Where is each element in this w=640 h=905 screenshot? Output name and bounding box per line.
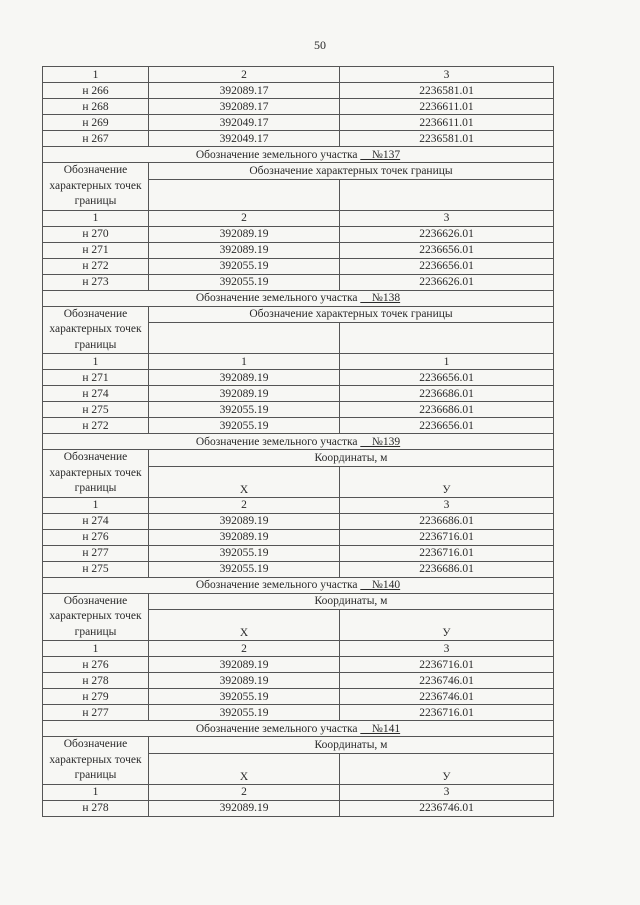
coordinates-header: Обозначение характерных точек границы — [149, 163, 554, 180]
x-coordinate-cell: 392055.19 — [149, 545, 340, 561]
y-coordinate-cell: 2236656.01 — [340, 258, 554, 274]
column-index-cell: 3 — [340, 210, 554, 226]
plot-title-row — [43, 721, 554, 737]
table-row — [43, 657, 554, 673]
table-row — [43, 242, 554, 258]
x-column-header: X — [149, 610, 340, 641]
plot-title — [43, 721, 554, 737]
point-name-cell: н 272 — [43, 258, 149, 274]
x-coordinate-cell: 392055.19 — [149, 561, 340, 577]
column-index-cell: 3 — [340, 641, 554, 657]
point-name-cell: н 276 — [43, 657, 149, 673]
y-coordinate-cell: 2236626.01 — [340, 226, 554, 242]
y-column-header: У — [340, 753, 554, 784]
y-column-header — [340, 179, 554, 210]
y-coordinate-cell: 2236686.01 — [340, 513, 554, 529]
y-coordinate-cell: 2236716.01 — [340, 545, 554, 561]
y-coordinate-cell: 2236626.01 — [340, 274, 554, 290]
point-name-cell: н 273 — [43, 274, 149, 290]
point-name-cell: н 271 — [43, 370, 149, 386]
column-index-cell: 2 — [149, 210, 340, 226]
header-row — [43, 163, 554, 180]
column-index-cell: 3 — [340, 67, 554, 83]
column-index-cell: 1 — [43, 67, 149, 83]
plot-title — [43, 147, 554, 163]
x-coordinate-cell: 392089.17 — [149, 83, 340, 99]
plot-title-text: Обозначение земельного участка — [195, 148, 358, 161]
table-row — [43, 689, 554, 705]
x-coordinate-cell: 392089.19 — [149, 657, 340, 673]
plot-title-text: Обозначение земельного участка — [195, 722, 358, 735]
point-name-cell: н 277 — [43, 705, 149, 721]
column-index-row — [43, 354, 554, 370]
point-name-cell: н 266 — [43, 83, 149, 99]
table-row — [43, 705, 554, 721]
y-coordinate-cell: 2236656.01 — [340, 370, 554, 386]
point-name-cell: н 275 — [43, 561, 149, 577]
x-coordinate-cell: 392089.19 — [149, 370, 340, 386]
point-label-header: Обозначение характерных точек границы — [43, 306, 149, 354]
y-coordinate-cell: 2236686.01 — [340, 386, 554, 402]
x-coordinate-cell: 392089.19 — [149, 513, 340, 529]
x-coordinate-cell: 392055.19 — [149, 418, 340, 434]
point-name-cell: н 272 — [43, 418, 149, 434]
point-label-header: Обозначение характерных точек границы — [43, 593, 149, 641]
x-coordinate-cell: 392089.19 — [149, 673, 340, 689]
x-coordinate-cell: 392089.19 — [149, 800, 340, 816]
x-coordinate-cell: 392049.17 — [149, 115, 340, 131]
header-row — [43, 737, 554, 754]
y-coordinate-cell: 2236716.01 — [340, 657, 554, 673]
plot-title-row — [43, 577, 554, 593]
coordinates-header: Координаты, м — [149, 593, 554, 610]
column-index-row — [43, 497, 554, 513]
table-row — [43, 258, 554, 274]
table-row — [43, 561, 554, 577]
column-index-cell: 1 — [43, 497, 149, 513]
plot-number: __№140 — [360, 579, 401, 591]
coordinates-header: Обозначение характерных точек границы — [149, 306, 554, 323]
plot-title-row — [43, 434, 554, 450]
point-label-header: Обозначение характерных точек границы — [43, 737, 149, 785]
plot-title-text: Обозначение земельного участка — [195, 292, 358, 304]
plot-title — [43, 577, 554, 593]
plot-title-text: Обозначение земельного участка — [195, 435, 358, 448]
table-row — [43, 418, 554, 434]
table-row — [43, 673, 554, 689]
table-row — [43, 402, 554, 418]
column-index-cell: 1 — [43, 641, 149, 657]
y-coordinate-cell: 2236746.01 — [340, 689, 554, 705]
x-column-header — [149, 179, 340, 210]
y-coordinate-cell: 2236746.01 — [340, 800, 554, 816]
y-coordinate-cell: 2236656.01 — [340, 242, 554, 258]
coordinates-header: Координаты, м — [149, 737, 554, 754]
x-coordinate-cell: 392055.19 — [149, 258, 340, 274]
point-name-cell: н 269 — [43, 115, 149, 131]
x-coordinate-cell: 392055.19 — [149, 402, 340, 418]
y-coordinate-cell: 2236716.01 — [340, 529, 554, 545]
table-row — [43, 800, 554, 816]
point-name-cell: н 268 — [43, 99, 149, 115]
point-name-cell: н 278 — [43, 673, 149, 689]
coordinates-header: Координаты, м — [149, 450, 554, 467]
table-row — [43, 274, 554, 290]
header-row — [43, 306, 554, 323]
y-coordinate-cell: 2236581.01 — [340, 131, 554, 147]
y-coordinate-cell: 2236611.01 — [340, 115, 554, 131]
table-row — [43, 115, 554, 131]
x-coordinate-cell: 392049.17 — [149, 131, 340, 147]
y-column-header: У — [340, 610, 554, 641]
column-index-cell: 3 — [340, 497, 554, 513]
x-column-header — [149, 323, 340, 354]
table-row — [43, 386, 554, 402]
y-coordinate-cell: 2236581.01 — [340, 83, 554, 99]
plot-number: __№137 — [360, 148, 401, 161]
column-index-row — [43, 641, 554, 657]
y-column-header: У — [340, 466, 554, 497]
column-index-cell: 2 — [149, 497, 340, 513]
column-index-row — [43, 210, 554, 226]
plot-number: __№138 — [360, 292, 401, 304]
plot-number: __№139 — [360, 435, 401, 448]
x-column-header: X — [149, 466, 340, 497]
point-name-cell: н 271 — [43, 242, 149, 258]
plot-title-text: Обозначение земельного участка — [195, 579, 358, 591]
point-label-header: Обозначение характерных точек границы — [43, 450, 149, 498]
page-number: 50 — [314, 38, 326, 52]
table-row — [43, 545, 554, 561]
column-index-cell: 1 — [43, 354, 149, 370]
point-name-cell: н 274 — [43, 386, 149, 402]
y-coordinate-cell: 2236746.01 — [340, 673, 554, 689]
table-row — [43, 131, 554, 147]
column-index-cell: 1 — [149, 354, 340, 370]
x-coordinate-cell: 392089.19 — [149, 386, 340, 402]
column-index-row — [43, 67, 554, 83]
column-index-cell: 1 — [43, 784, 149, 800]
x-coordinate-cell: 392055.19 — [149, 705, 340, 721]
point-name-cell: н 276 — [43, 529, 149, 545]
plot-title-row — [43, 290, 554, 306]
x-coordinate-cell: 392089.19 — [149, 226, 340, 242]
x-coordinate-cell: 392055.19 — [149, 274, 340, 290]
point-label-header: Обозначение характерных точек границы — [43, 163, 149, 211]
plot-title-row — [43, 147, 554, 163]
plot-title — [43, 290, 554, 306]
y-coordinate-cell: 2236686.01 — [340, 402, 554, 418]
point-name-cell: н 279 — [43, 689, 149, 705]
y-coordinate-cell: 2236686.01 — [340, 561, 554, 577]
table-row — [43, 83, 554, 99]
column-index-cell: 2 — [149, 67, 340, 83]
x-coordinate-cell: 392089.19 — [149, 242, 340, 258]
table-row — [43, 99, 554, 115]
plot-title — [43, 434, 554, 450]
y-coordinate-cell: 2236611.01 — [340, 99, 554, 115]
x-coordinate-cell: 392089.17 — [149, 99, 340, 115]
column-index-cell: 2 — [149, 641, 340, 657]
point-name-cell: н 275 — [43, 402, 149, 418]
x-coordinate-cell: 392089.19 — [149, 529, 340, 545]
point-name-cell: н 278 — [43, 800, 149, 816]
header-row — [43, 593, 554, 610]
x-coordinate-cell: 392055.19 — [149, 689, 340, 705]
header-row — [43, 450, 554, 467]
x-column-header: X — [149, 753, 340, 784]
point-name-cell: н 270 — [43, 226, 149, 242]
point-name-cell: н 277 — [43, 545, 149, 561]
point-name-cell: н 267 — [43, 131, 149, 147]
column-index-cell: 2 — [149, 784, 340, 800]
table-row — [43, 529, 554, 545]
column-index-cell: 1 — [43, 210, 149, 226]
column-index-cell: 3 — [340, 784, 554, 800]
table-row — [43, 370, 554, 386]
table-row — [43, 226, 554, 242]
coordinates-table — [42, 66, 554, 817]
y-coordinate-cell: 2236656.01 — [340, 418, 554, 434]
y-coordinate-cell: 2236716.01 — [340, 705, 554, 721]
table-row — [43, 513, 554, 529]
point-name-cell: н 274 — [43, 513, 149, 529]
column-index-cell: 1 — [340, 354, 554, 370]
column-index-row — [43, 784, 554, 800]
plot-number: __№141 — [360, 722, 401, 735]
y-column-header — [340, 323, 554, 354]
